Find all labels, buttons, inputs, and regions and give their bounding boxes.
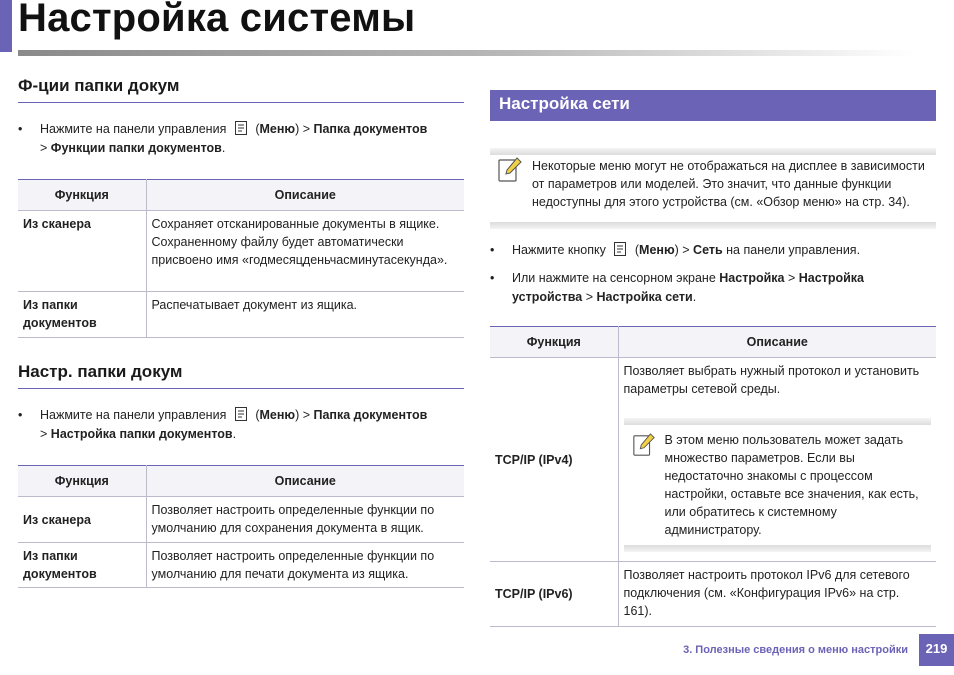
function-name: Из папки документов (18, 292, 146, 338)
bullet-text: Или нажмите на сенсорном экране Настройка > Настройка устройства > Настройка сети. (512, 271, 864, 304)
left-accent-bar (0, 0, 12, 52)
function-description: Позволяет настроить определенные функции по умолчанию для сохранения документа в ящик. (146, 497, 464, 543)
bullet-text: Нажмите кнопку (Меню) > Сеть на панели управления. (512, 243, 861, 257)
bullet-dot: • (490, 271, 495, 285)
footer-chapter-link[interactable]: 3. Полезные сведения о меню настройки (683, 644, 908, 656)
bullet-text: Нажмите на панели управления (Меню) > Папка документов > Настройка папки документов. (40, 408, 428, 441)
network-settings-table (490, 326, 936, 627)
table-header-row (18, 466, 464, 497)
ipv4-description: Позволяет выбрать нужный протокол и установить параметры сетевой среды. (623, 364, 920, 396)
column-header: Описание (146, 466, 464, 497)
function-name: Из папки документов (18, 543, 146, 588)
note-top-rule (490, 148, 936, 155)
table-header-row (490, 327, 936, 358)
table-row (18, 211, 464, 292)
column-header: Описание (146, 180, 464, 211)
menu-icon (609, 243, 634, 257)
ipv4-note-text: В этом меню пользователь может задать множество параметров. Если вы недостаточно знакомы с процессом настройки, оставьте все значения, как есть, или обратитесь к системному администратору. (664, 433, 919, 537)
function-description (618, 358, 936, 562)
doc-box-settings-table (18, 465, 464, 588)
section-heading-doc-box-settings: Настр. папки докум (18, 362, 183, 381)
bullet-doc-box-settings (18, 406, 464, 446)
page-title: Настройка системы (18, 0, 416, 40)
bullet-doc-box-functions (18, 120, 464, 160)
note-pencil-icon (497, 156, 523, 184)
note-pencil-icon (632, 432, 656, 458)
menu-icon (230, 122, 255, 136)
table-row (18, 543, 464, 588)
note-bottom-rule (490, 222, 936, 229)
bullet-text: Нажмите на панели управления (Меню) > Папка документов > Функции папки документов. (40, 122, 428, 155)
function-name: Из сканера (18, 211, 146, 292)
note-bottom-rule (624, 545, 932, 552)
function-description: Распечатывает документ из ящика. (146, 292, 464, 338)
bullet-dot: • (18, 408, 23, 422)
column-header: Функция (18, 466, 146, 497)
column-header: Функция (18, 180, 146, 211)
bullet-dot: • (18, 122, 23, 136)
column-header: Описание (618, 327, 936, 358)
table-row (490, 358, 936, 562)
section-heading-network: Настройка сети (499, 94, 630, 113)
page-number: 219 (919, 634, 954, 666)
bullet-dot: • (490, 243, 495, 257)
function-name: Из сканера (18, 497, 146, 543)
bullet-network-touchscreen (490, 269, 936, 309)
doc-box-functions-table (18, 179, 464, 338)
table-header-row (18, 180, 464, 211)
section-rule (18, 388, 464, 389)
title-rule (18, 50, 914, 56)
menu-icon (230, 408, 255, 422)
section-rule (18, 102, 464, 103)
table-row (490, 562, 936, 627)
function-description: Позволяет настроить протокол IPv6 для сетевого подключения (см. «Конфигурация IPv6» на стр. 161). (618, 562, 936, 627)
column-header: Функция (490, 327, 618, 358)
function-name: TCP/IP (IPv4) (490, 358, 618, 562)
table-row (18, 497, 464, 543)
section-heading-doc-box-functions: Ф-ции папки докум (18, 76, 180, 95)
ipv4-note-body (624, 425, 932, 545)
bullet-network-button (490, 241, 936, 261)
ipv4-note (624, 418, 932, 552)
function-description: Сохраняет отсканированные документы в ящике. Сохраненному файлу будет автоматически присвоено имя «годмесяцденьчасминутасекунда». (146, 211, 464, 292)
note-top-rule (624, 418, 932, 425)
function-description: Позволяет настроить определенные функции по умолчанию для печати документа из ящика. (146, 543, 464, 588)
function-name: TCP/IP (IPv6) (490, 562, 618, 627)
note-text: Некоторые меню могут не отображаться на дисплее в зависимости от параметров или моделей. Это значит, что данные функции недоступны для этого устройства (см. «Обзор меню» на стр. 34). (532, 159, 925, 209)
table-row (18, 292, 464, 338)
